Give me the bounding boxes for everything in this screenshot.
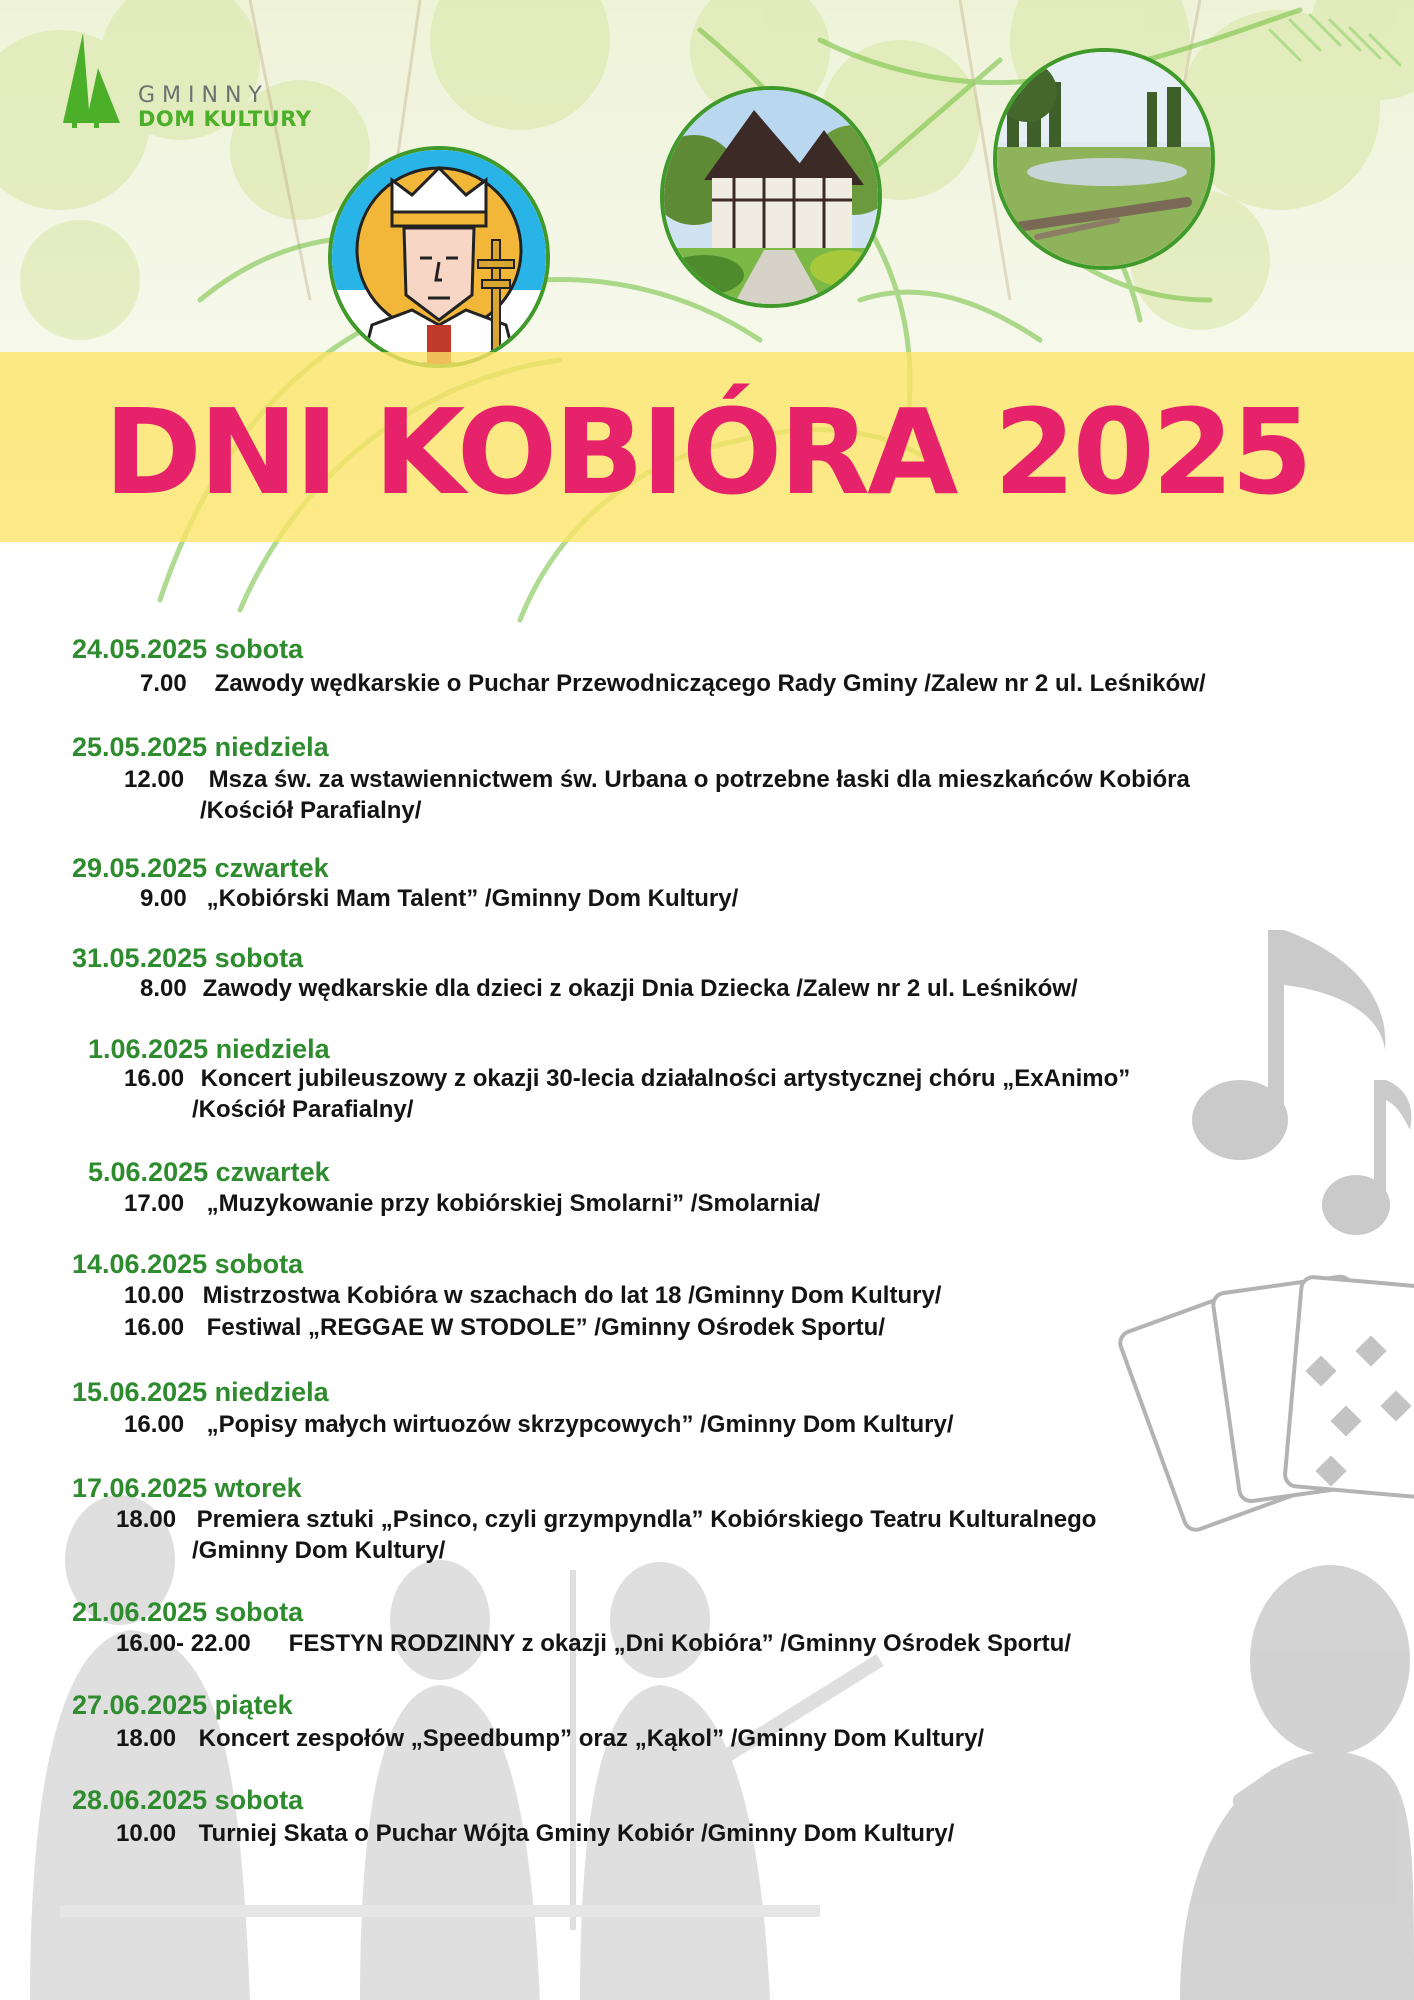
event-date: 27.06.2025 piątek (72, 1690, 293, 1720)
event-item (140, 975, 1078, 1003)
event-text: Msza św. za wstawiennictwem św. Urbana o potrzebne łaski dla mieszkańców Kobióra (208, 766, 1190, 793)
event-item (116, 1725, 984, 1753)
event-text: Premiera sztuki „Psinco, czyli grzympyndla” Kobiórskiego Teatru Kulturalnego (196, 1506, 1097, 1533)
event-item (124, 1190, 820, 1218)
event-item (124, 1282, 941, 1310)
event-time: 18.00 (116, 1725, 177, 1752)
event-date: 29.05.2025 czwartek (72, 853, 329, 883)
event-date: 1.06.2025 niedziela (88, 1034, 330, 1064)
event-text: „Kobiórski Mam Talent” /Gminny Dom Kultury/ (206, 885, 739, 912)
logo-line-1: GMINNY (138, 83, 269, 108)
event-time: 17.00 (124, 1190, 185, 1217)
event-text: FESTYN RODZINNY z okazji „Dni Kobióra” /Gminny Ośrodek Sportu/ (288, 1630, 1071, 1657)
event-date: 28.06.2025 sobota (72, 1785, 304, 1815)
event-date: 31.05.2025 sobota (72, 943, 304, 973)
event-item (124, 1411, 953, 1439)
event-time: 10.00 (116, 1820, 177, 1847)
page-title: DNI KOBIÓRA 2025 (104, 383, 1310, 521)
event-date: 21.06.2025 sobota (72, 1597, 304, 1627)
event-text: „Muzykowanie przy kobiórskiej Smolarni” /Smolarnia/ (206, 1190, 821, 1217)
event-date: 15.06.2025 niedziela (72, 1377, 329, 1407)
event-time: 12.00 (124, 766, 185, 793)
event-time: 16.00 (124, 1411, 185, 1438)
event-date: 25.05.2025 niedziela (72, 732, 329, 762)
event-time: 8.00 (140, 975, 187, 1002)
event-time: 9.00 (140, 885, 187, 912)
event-date: 5.06.2025 czwartek (88, 1157, 330, 1187)
event-time: 16.00- 22.00 (116, 1630, 251, 1657)
event-text: Zawody wędkarskie o Puchar Przewodniczącego Rady Gminy /Zalew nr 2 ul. Leśników/ (214, 670, 1206, 697)
event-item (124, 1065, 1130, 1093)
event-text-cont: /Kościół Parafialny/ (200, 797, 422, 824)
event-text: Koncert jubileuszowy z okazji 30-lecia działalności artystycznej chóru „ExAnimo” (200, 1065, 1131, 1092)
event-date: 24.05.2025 sobota (72, 634, 304, 664)
event-item (140, 670, 1206, 698)
event-text: Zawody wędkarskie dla dzieci z okazji Dnia Dziecka /Zalew nr 2 ul. Leśników/ (202, 975, 1078, 1002)
event-item (116, 1820, 954, 1848)
event-time: 7.00 (140, 670, 187, 697)
event-time: 16.00 (124, 1314, 185, 1341)
event-text: Festiwal „REGGAE W STODOLE” /Gminny Ośrodek Sportu/ (206, 1314, 885, 1341)
event-text: Koncert zespołów „Speedbump” oraz „Kąkol” /Gminny Dom Kultury/ (198, 1725, 985, 1752)
event-item (116, 1630, 1071, 1658)
event-date: 14.06.2025 sobota (72, 1249, 304, 1279)
event-text-cont: /Kościół Parafialny/ (192, 1096, 414, 1123)
event-time: 16.00 (124, 1065, 185, 1092)
event-item (124, 1314, 885, 1342)
event-time: 18.00 (116, 1506, 177, 1533)
event-text: „Popisy małych wirtuozów skrzypcowych” /Gminny Dom Kultury/ (206, 1411, 954, 1438)
event-text: Turniej Skata o Puchar Wójta Gminy Kobiór /Gminny Dom Kultury/ (198, 1820, 955, 1847)
event-item (116, 1506, 1096, 1534)
event-item (124, 766, 1190, 794)
logo-line-2: DOM KULTURY (138, 107, 312, 131)
event-item (140, 885, 738, 913)
event-text-cont: /Gminny Dom Kultury/ (192, 1537, 446, 1564)
event-date: 17.06.2025 wtorek (72, 1473, 302, 1503)
event-time: 10.00 (124, 1282, 185, 1309)
event-text: Mistrzostwa Kobióra w szachach do lat 18 /Gminny Dom Kultury/ (202, 1282, 942, 1309)
